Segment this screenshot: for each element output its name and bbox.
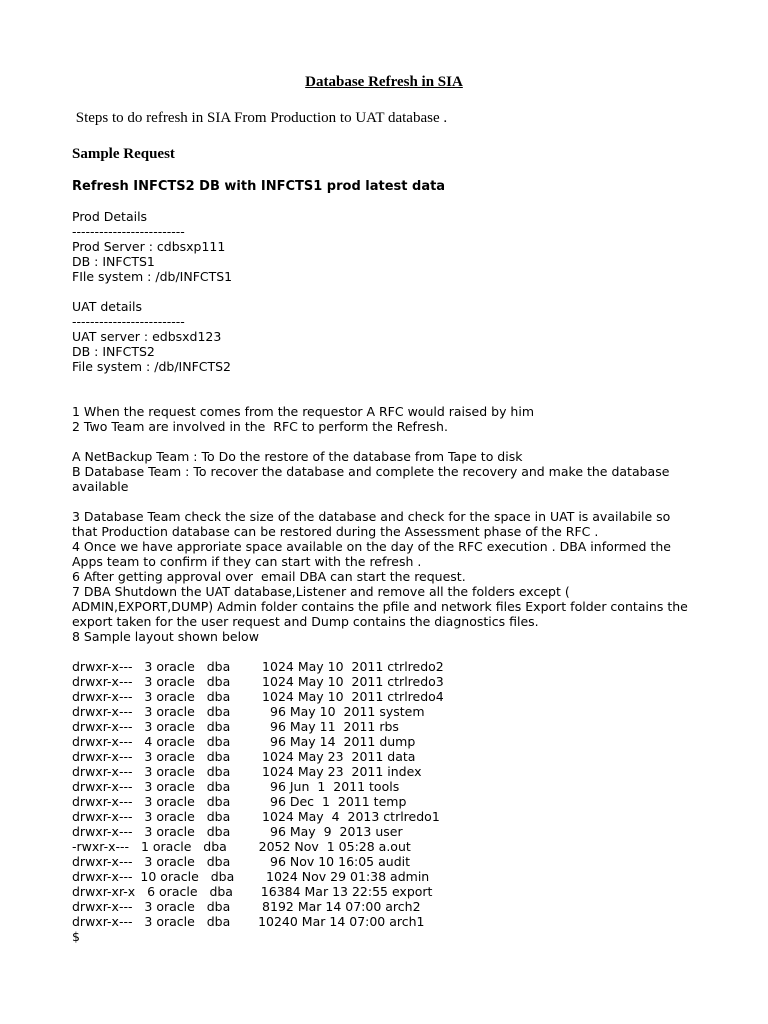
prod-file-system: FIle system : /db/INFCTS1 — [72, 269, 233, 284]
prod-db: DB : INFCTS1 — [72, 254, 155, 269]
spacer — [72, 494, 692, 509]
listing-row: drwxr-x--- 3 oracle dba 96 May 11 2011 rbs — [72, 719, 399, 734]
listing-row: drwxr-x--- 3 oracle dba 8192 Mar 14 07:00 arch2 — [72, 899, 421, 914]
listing-row: drwxr-xr-x 6 oracle dba 16384 Mar 13 22:55 export — [72, 884, 433, 899]
uat-divider: ------------------------- — [72, 314, 185, 329]
directory-listing — [72, 659, 692, 944]
listing-row: drwxr-x--- 3 oracle dba 1024 May 10 2011 ctrlredo3 — [72, 674, 444, 689]
step-4: 4 Once we have approriate space available on the day of the RFC execution . DBA informed the Apps team to confirm if they can start with the refresh . — [72, 539, 671, 569]
listing-row: drwxr-x--- 3 oracle dba 96 May 10 2011 system — [72, 704, 425, 719]
spacer — [72, 644, 692, 659]
listing-row: drwxr-x--- 3 oracle dba 96 Dec 1 2011 temp — [72, 794, 407, 809]
step-b: B Database Team : To recover the database and complete the recovery and make the database available — [72, 464, 670, 494]
document-body — [72, 209, 692, 944]
listing-row: drwxr-x--- 3 oracle dba 1024 May 23 2011 index — [72, 764, 422, 779]
spacer — [72, 374, 692, 404]
listing-row: drwxr-x--- 4 oracle dba 96 May 14 2011 dump — [72, 734, 416, 749]
step-1: 1 When the request comes from the requestor A RFC would raised by him — [72, 404, 535, 419]
document-title: Database Refresh in SIA — [305, 74, 463, 90]
shell-prompt: $ — [72, 929, 80, 944]
step-6: 6 After getting approval over email DBA can start the request. — [72, 569, 466, 584]
listing-row: drwxr-x--- 3 oracle dba 10240 Mar 14 07:00 arch1 — [72, 914, 425, 929]
step-3: 3 Database Team check the size of the database and check for the space in UAT is availabile so that Production database can be restored during the Assessment phase of the RFC . — [72, 509, 671, 539]
uat-server: UAT server : edbsxd123 — [72, 329, 222, 344]
listing-row: drwxr-x--- 3 oracle dba 1024 May 4 2013 ctrlredo1 — [72, 809, 440, 824]
spacer — [72, 284, 692, 299]
sample-request-heading: Sample Request — [72, 146, 175, 162]
listing-row: drwxr-x--- 3 oracle dba 96 Nov 10 16:05 audit — [72, 854, 411, 869]
uat-details-heading: UAT details — [72, 299, 142, 314]
listing-row: drwxr-x--- 3 oracle dba 1024 May 10 2011 ctrlredo4 — [72, 689, 444, 704]
listing-row: -rwxr-x--- 1 oracle dba 2052 Nov 1 05:28 a.out — [72, 839, 411, 854]
step-7: 7 DBA Shutdown the UAT database,Listener and remove all the folders except ( ADMIN,EXPORT,DUMP) Admin folder contains the pfile and network files Export folder contains the export taken for the user request and Dump contains the diagnostics files. — [72, 584, 688, 629]
listing-row: drwxr-x--- 3 oracle dba 96 May 9 2013 user — [72, 824, 403, 839]
listing-row: drwxr-x--- 3 oracle dba 1024 May 23 2011 data — [72, 749, 416, 764]
step-2: 2 Two Team are involved in the RFC to perform the Refresh. — [72, 419, 448, 434]
spacer — [72, 434, 692, 449]
uat-file-system: File system : /db/INFCTS2 — [72, 359, 232, 374]
intro-text: Steps to do refresh in SIA From Production to UAT database . — [72, 110, 448, 126]
listing-row: drwxr-x--- 3 oracle dba 96 Jun 1 2011 tools — [72, 779, 400, 794]
prod-details-heading: Prod Details — [72, 209, 148, 224]
prod-divider: ------------------------- — [72, 224, 185, 239]
step-a: A NetBackup Team : To Do the restore of the database from Tape to disk — [72, 449, 523, 464]
refresh-heading: Refresh INFCTS2 DB with INFCTS1 prod latest data — [72, 179, 446, 194]
listing-row: drwxr-x--- 10 oracle dba 1024 Nov 29 01:38 admin — [72, 869, 430, 884]
uat-db: DB : INFCTS2 — [72, 344, 155, 359]
step-8: 8 Sample layout shown below — [72, 629, 259, 644]
prod-server: Prod Server : cdbsxp111 — [72, 239, 226, 254]
listing-row: drwxr-x--- 3 oracle dba 1024 May 10 2011 ctrlredo2 — [72, 659, 444, 674]
